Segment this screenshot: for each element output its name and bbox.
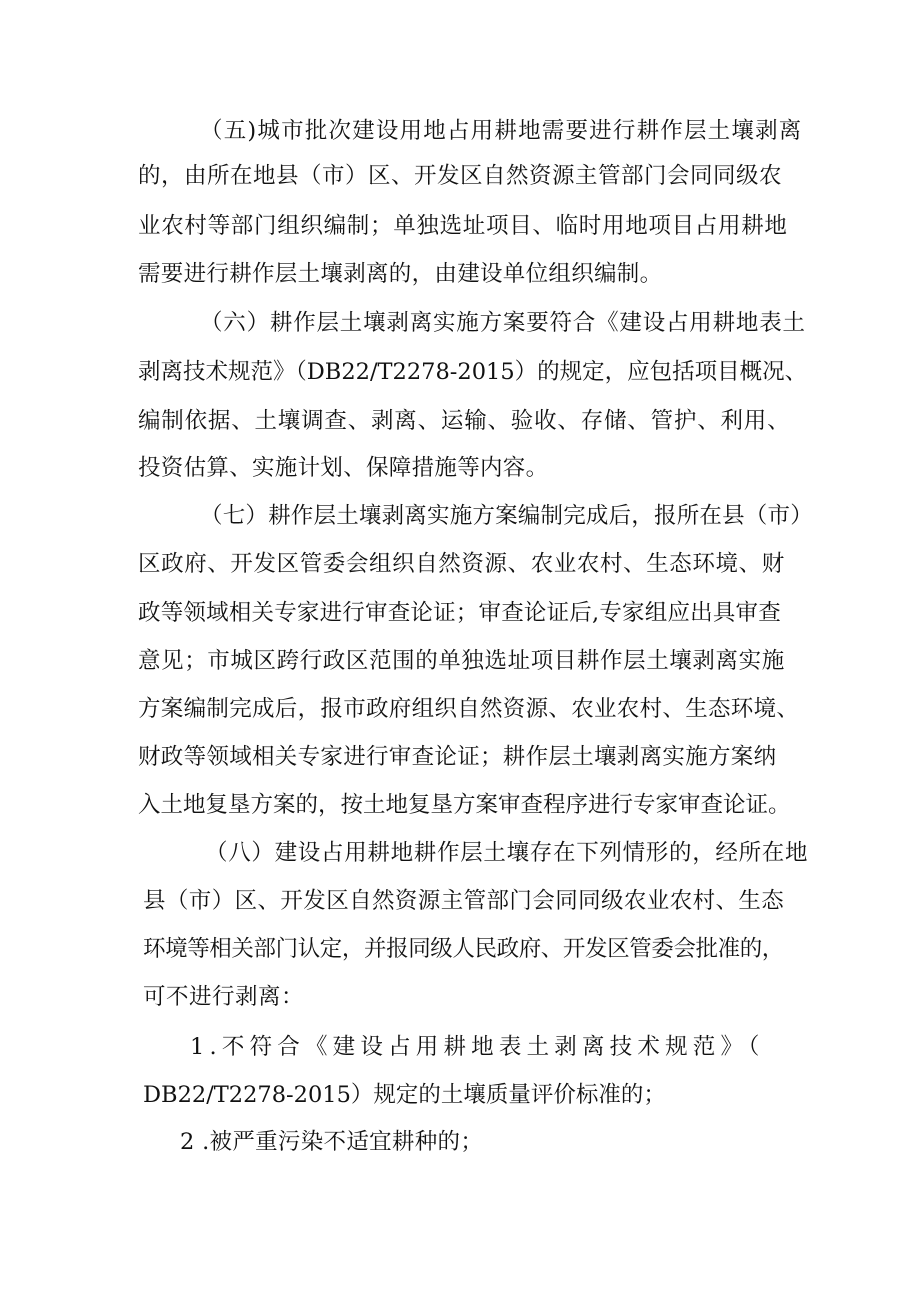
paragraph-7-line-6: 财政等领域相关专家进行审查论证；耕作层土壤剥离实施方案纳 xyxy=(138,744,777,770)
paragraph-6-line-4: 投资估算、实施计划、保障措施等内容。 xyxy=(138,455,549,481)
paragraph-8-line-4: 可不进行剥离： xyxy=(143,984,305,1010)
paragraph-5-line-1: （五)城市批次建设用地占用耕地需要进行耕作层土壤剥离 xyxy=(200,118,803,144)
paragraph-7-line-5: 方案编制完成后，报市政府组织自然资源、农业农村、生态环境、 xyxy=(138,696,800,722)
paragraph-8-line-2: 县（市）区、开发区自然资源主管部门会同同级农业农村、生态 xyxy=(143,888,785,914)
paragraph-5-line-3: 业农村等部门组织编制；单独选址项目、临时用地项目占用耕地 xyxy=(138,213,788,239)
paragraph-7-line-4: 意见；市城区跨行政区范围的单独选址项目耕作层土壤剥离实施 xyxy=(138,648,785,674)
paragraph-8-line-1: （八）建设占用耕地耕作层土壤存在下列情形的，经所在地 xyxy=(205,840,809,866)
paragraph-6-line-3: 编制依据、土壤调查、剥离、运输、验收、存储、管护、利用、 xyxy=(138,408,791,434)
sub-item-2-line-1: 2 .被严重污染不适宜耕种的； xyxy=(180,1129,484,1155)
paragraph-7-line-7: 入土地复垦方案的，按土地复垦方案审查程序进行专家审查论证。 xyxy=(138,792,791,818)
paragraph-7-line-2: 区政府、开发区管委会组织自然资源、农业农村、生态环境、财 xyxy=(138,551,785,577)
paragraph-6-line-2: 剥离技术规范》（DB22/T2278-2015）的规定，应包括项目概况、 xyxy=(138,359,808,385)
paragraph-5-line-2: 的，由所在地县（市）区、开发区自然资源主管部门会同同级农 xyxy=(138,163,783,189)
paragraph-7-line-3: 政等领域相关专家进行审查论证；审查论证后,专家组应出具审查 xyxy=(138,600,781,626)
sub-item-1-line-1: 1.不符合《建设占用耕地表土剥离技术规范》（ xyxy=(190,1034,765,1060)
paragraph-6-line-1: （六）耕作层土壤剥离实施方案要符合《建设占用耕地表土 xyxy=(200,310,806,336)
paragraph-7-line-1: （七）耕作层土壤剥离实施方案编制完成后，报所在县（市） xyxy=(200,503,813,529)
paragraph-5-line-4: 需要进行耕作层土壤剥离的，由建设单位组织编制。 xyxy=(138,261,663,287)
paragraph-8-line-3: 环境等相关部门认定，并报同级人民政府、开发区管委会批准的， xyxy=(143,936,784,962)
sub-item-1-line-2: DB22/T2278-2015）规定的土壤质量评价标准的； xyxy=(143,1082,666,1108)
